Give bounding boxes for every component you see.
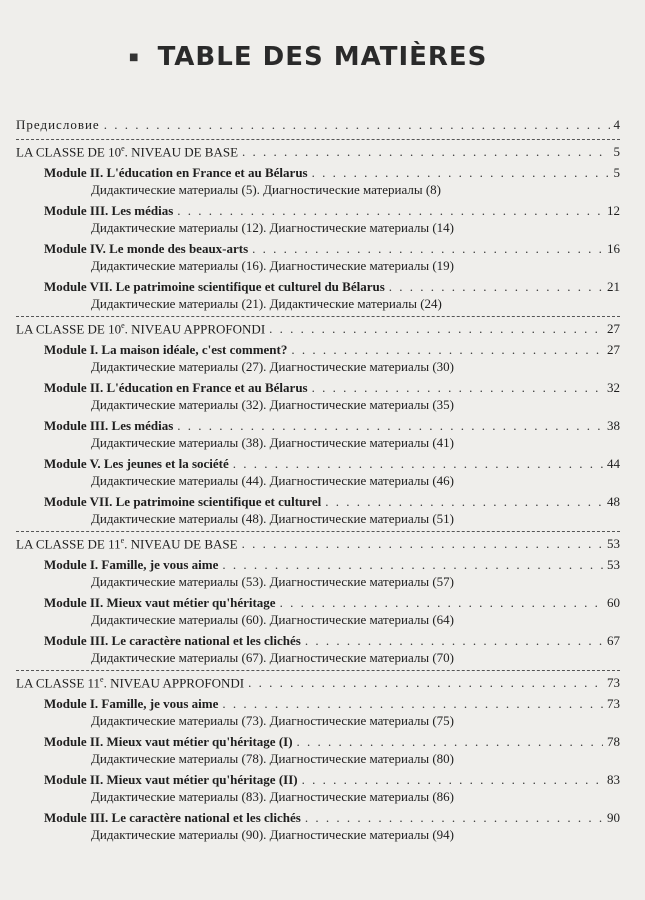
module-title: Module I. Famille, je vous aime	[44, 696, 219, 711]
section-divider	[16, 531, 620, 532]
toc-module-entry[interactable]	[44, 633, 620, 649]
dot-leader	[325, 494, 603, 510]
toc-section-heading[interactable]	[16, 144, 620, 160]
dot-leader	[312, 165, 610, 181]
dot-leader	[104, 117, 610, 133]
dot-leader	[280, 595, 603, 611]
page-number: 83	[607, 772, 620, 787]
dot-leader	[302, 772, 603, 788]
section-divider	[16, 139, 620, 140]
section-title-prefix: LA CLASSE DE 10	[16, 321, 122, 337]
module-materials: Дидактические материалы (83). Диагностические материалы (86)	[91, 789, 454, 804]
module-title: Module II. Mieux vaut métier qu'héritage (I)	[44, 734, 293, 749]
dot-leader	[297, 734, 603, 750]
section-title-superscript: e	[120, 536, 125, 545]
section-title-prefix: LA CLASSE 11	[16, 675, 101, 691]
page-number: 73	[607, 675, 620, 691]
module-title: Module III. Les médias	[44, 203, 174, 218]
toc-module-entry[interactable]	[44, 494, 620, 510]
section-title-superscript: e	[121, 144, 125, 153]
section-title	[16, 675, 244, 691]
page-number: 53	[607, 557, 620, 572]
module-materials: Дидактические материалы (21). Дидактические материалы (24)	[91, 296, 442, 311]
dot-leader	[305, 633, 603, 649]
module-materials: Дидактические материалы (27). Диагностические материалы (30)	[91, 359, 454, 374]
toc-entry-preface[interactable]	[16, 117, 620, 133]
toc-module-entry[interactable]	[44, 595, 620, 611]
dot-leader	[305, 810, 603, 826]
page-number: 32	[607, 380, 620, 395]
module-title: Module II. Mieux vaut métier qu'héritage (II)	[44, 772, 298, 787]
toc-module-entry[interactable]	[44, 380, 620, 396]
dot-leader	[233, 456, 603, 472]
module-materials: Дидактические материалы (90). Диагностические материалы (94)	[91, 827, 454, 842]
dot-leader	[177, 203, 603, 219]
toc-module-entry[interactable]	[44, 772, 620, 788]
dot-leader	[222, 696, 603, 712]
module-materials: Дидактические материалы (60). Диагностические материалы (64)	[91, 612, 454, 627]
page-number: 38	[607, 418, 620, 433]
toc-module-entry[interactable]	[44, 557, 620, 573]
page-number: 67	[607, 633, 620, 648]
section-title-suffix: . NIVEAU APPROFONDI	[103, 675, 245, 691]
module-materials: Дидактические материалы (32). Диагностические материалы (35)	[91, 397, 454, 412]
page-number: 4	[613, 117, 620, 132]
toc-entry-label: Предисловие	[16, 117, 100, 132]
section-title-suffix: . NIVEAU APPROFONDI	[124, 321, 266, 337]
page-number: 27	[607, 342, 620, 357]
page-number: 60	[607, 595, 620, 610]
section-title	[16, 321, 265, 337]
module-title: Module III. Le caractère national et les clichés	[44, 633, 301, 648]
module-materials: Дидактические материалы (78). Диагностические материалы (80)	[91, 751, 454, 766]
dot-leader	[248, 675, 603, 691]
module-title: Module III. Le caractère national et les clichés	[44, 810, 301, 825]
module-materials: Дидактические материалы (44). Диагностические материалы (46)	[91, 473, 454, 488]
module-materials: Дидактические материалы (67). Диагностические материалы (70)	[91, 650, 454, 665]
module-title: Module III. Les médias	[44, 418, 174, 433]
module-materials: Дидактические материалы (16). Диагностические материалы (19)	[91, 258, 454, 273]
module-title: Module V. Les jeunes et la société	[44, 456, 229, 471]
toc-module-entry[interactable]	[44, 418, 620, 434]
toc-section-heading[interactable]	[16, 321, 620, 337]
page-number: 27	[607, 321, 620, 337]
module-title: Module VII. Le patrimoine scientifique et culturel du Bélarus	[44, 279, 385, 294]
module-title: Module II. L'éducation en France et au Bélarus	[44, 380, 308, 395]
section-title-superscript: e	[100, 675, 104, 684]
page-number: 53	[607, 536, 620, 552]
page-number: 48	[607, 494, 620, 509]
page-number: 44	[607, 456, 620, 471]
section-title-suffix: . NIVEAU DE BASE	[124, 536, 238, 552]
module-materials: Дидактические материалы (53). Диагностические материалы (57)	[91, 574, 454, 589]
dot-leader	[177, 418, 603, 434]
module-title: Module VII. Le patrimoine scientifique et culturel	[44, 494, 322, 509]
toc-module-entry[interactable]	[44, 696, 620, 712]
toc-module-entry[interactable]	[44, 279, 620, 295]
toc-module-entry[interactable]	[44, 241, 620, 257]
section-title	[16, 536, 238, 552]
section-title-prefix: LA CLASSE DE 11	[16, 536, 121, 552]
module-title: Module II. L'éducation en France et au Bélarus	[44, 165, 308, 180]
dot-leader	[389, 279, 603, 295]
corner-mark: ■	[129, 52, 139, 63]
dot-leader	[252, 241, 603, 257]
module-materials: Дидактические материалы (5). Диагностические материалы (8)	[91, 182, 441, 197]
toc-module-entry[interactable]	[44, 810, 620, 826]
module-materials: Дидактические материалы (38). Диагностические материалы (41)	[91, 435, 454, 450]
module-materials: Дидактические материалы (12). Диагностические материалы (14)	[91, 220, 454, 235]
section-divider	[16, 670, 620, 671]
toc-module-entry[interactable]	[44, 734, 620, 750]
module-title: Module I. Famille, je vous aime	[44, 557, 219, 572]
module-materials: Дидактические материалы (48). Диагностические материалы (51)	[91, 511, 454, 526]
page-number: 16	[607, 241, 620, 256]
page-number: 73	[607, 696, 620, 711]
section-title-superscript: e	[121, 321, 125, 330]
page-title: TABLE DES MATIÈRES	[157, 42, 488, 72]
module-title: Module I. La maison idéale, c'est comment?	[44, 342, 288, 357]
toc-section-heading[interactable]	[16, 536, 620, 552]
dot-leader	[242, 144, 609, 160]
module-title: Module II. Mieux vaut métier qu'héritage	[44, 595, 276, 610]
toc-section-heading[interactable]	[16, 675, 620, 691]
page-number: 12	[607, 203, 620, 218]
section-title	[16, 144, 238, 160]
page-number: 78	[607, 734, 620, 749]
page-number: 90	[607, 810, 620, 825]
page-number: 5	[613, 144, 620, 160]
module-title: Module IV. Le monde des beaux-arts	[44, 241, 249, 256]
dot-leader	[222, 557, 603, 573]
dot-leader	[312, 380, 603, 396]
toc-module-entry[interactable]	[44, 456, 620, 472]
page-number: 21	[607, 279, 620, 294]
section-title-suffix: . NIVEAU DE BASE	[124, 144, 239, 160]
toc-module-entry[interactable]	[44, 342, 620, 358]
dot-leader	[291, 342, 603, 358]
page-number: 5	[613, 165, 620, 180]
dot-leader	[269, 321, 603, 337]
section-divider	[16, 316, 620, 317]
dot-leader	[242, 536, 603, 552]
toc-module-entry[interactable]	[44, 165, 620, 181]
module-materials: Дидактические материалы (73). Диагностические материалы (75)	[91, 713, 454, 728]
toc-module-entry[interactable]	[44, 203, 620, 219]
section-title-prefix: LA CLASSE DE 10	[16, 144, 122, 160]
